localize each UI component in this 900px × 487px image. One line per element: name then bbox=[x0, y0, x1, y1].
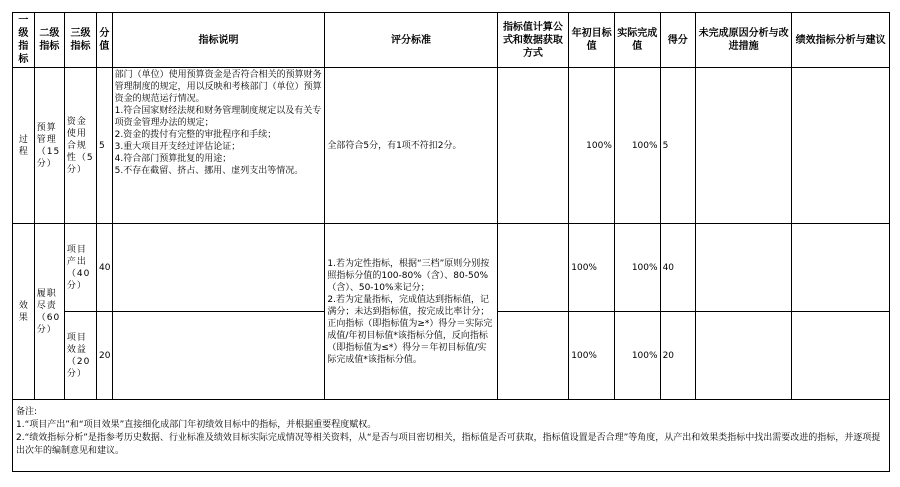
effect-benefit-score: 20 bbox=[660, 312, 695, 400]
process-level1: 过程 bbox=[13, 68, 35, 224]
process-description: 部门（单位）使用预算资金是否符合相关的预算财务管理制度的规定，用以反映和考核部门（单位）预算资金的规范运行情况。 1.符合国家财经法规和财务管理制度规定以及有关专项资金管理办法的规定； 2.资金的拨付有完整的审批程序和手续； 3.重大项目开支经过评估论证； 4.符合部门预算批复的用途； 5.不存在截留、挤占、挪用、虚列支出等情况。 bbox=[112, 68, 325, 224]
process-advice bbox=[792, 68, 890, 224]
effect-output-score: 40 bbox=[660, 224, 695, 312]
effect-criteria: 1.若为定性指标，根据“三档”原则分别按照指标分值的100-80%（含）、80-50%（含）、50-10%来记分； 2.若为定量指标，完成值达到指标值，记满分；未达到指标值，按完成比率计分；正向指标（即指标值为≥*）得分＝实际完成值/年初目标值*该指标分值，反向指标（即指标值为≤*）得分＝年初目标值/实际完成值*该指标分值。 bbox=[325, 224, 497, 400]
header-level2: 二级指标 bbox=[34, 13, 64, 68]
effect-benefit-formula bbox=[497, 312, 569, 400]
header-target: 年初目标值 bbox=[569, 13, 615, 68]
performance-table-wrapper bbox=[12, 12, 890, 472]
effect-output-target: 100% bbox=[569, 224, 615, 312]
process-level3: 资金使用合规性（5分） bbox=[64, 68, 96, 224]
process-actual: 100% bbox=[614, 68, 660, 224]
effect-benefit-target: 100% bbox=[569, 312, 615, 400]
process-target: 100% bbox=[569, 68, 615, 224]
notes-row bbox=[13, 400, 890, 472]
process-weight: 5 bbox=[97, 68, 113, 224]
process-criteria: 全部符合5分，有1项不符扣2分。 bbox=[325, 68, 497, 224]
effect-output-desc bbox=[112, 224, 325, 312]
process-score: 5 bbox=[660, 68, 695, 224]
effect-benefit-actual: 100% bbox=[614, 312, 660, 400]
header-score: 得分 bbox=[660, 13, 695, 68]
process-formula bbox=[497, 68, 569, 224]
process-level2: 预算管理（15分） bbox=[34, 68, 64, 224]
notes-cell bbox=[13, 400, 890, 472]
effect-level1: 效果 bbox=[13, 224, 35, 400]
effect-benefit-desc bbox=[112, 312, 325, 400]
effect-output-level3: 项目产出（40分） bbox=[64, 224, 96, 312]
header-level1: 一级指标 bbox=[13, 13, 35, 68]
notes-title: 备注: bbox=[16, 407, 38, 417]
header-row bbox=[13, 13, 890, 68]
effect-benefit-advice bbox=[792, 312, 890, 400]
header-criteria: 评分标准 bbox=[325, 13, 497, 68]
effect-benefit-reason bbox=[695, 312, 792, 400]
notes-line-1: 1.“项目产出”和“项目效果”直接细化成部门年初绩效目标中的指标，并根据重要程度赋权。 bbox=[16, 420, 377, 430]
effect-benefit-level3: 项目效益（20分） bbox=[64, 312, 96, 400]
process-row bbox=[13, 68, 890, 224]
header-level3: 三级指标 bbox=[64, 13, 96, 68]
header-desc: 指标说明 bbox=[112, 13, 325, 68]
header-formula: 指标值计算公式和数据获取方式 bbox=[497, 13, 569, 68]
effect-level2: 履职尽责（60分） bbox=[34, 224, 64, 400]
performance-evaluation-table bbox=[12, 12, 890, 472]
effect-benefit-weight: 20 bbox=[97, 312, 113, 400]
effect-output-weight: 40 bbox=[97, 224, 113, 312]
notes-line-2: 2.“绩效指标分析”是指参考历史数据、行业标准及绩效目标实际完成情况等相关资料，从“是否与项目密切相关，指标值是否可获取，指标值设置是否合理”等角度，从产出和效果类指标中找出需要改进的指标，并逐项提出次年的编制意见和建议。 bbox=[16, 433, 881, 456]
effect-output-reason bbox=[695, 224, 792, 312]
effect-output-advice bbox=[792, 224, 890, 312]
header-reason: 未完成原因分析与改进措施 bbox=[695, 13, 792, 68]
effect-row-output bbox=[13, 224, 890, 312]
effect-output-formula bbox=[497, 224, 569, 312]
effect-output-actual: 100% bbox=[614, 224, 660, 312]
process-reason bbox=[695, 68, 792, 224]
header-actual: 实际完成值 bbox=[614, 13, 660, 68]
header-advice: 绩效指标分析与建议 bbox=[792, 13, 890, 68]
header-weight: 分值 bbox=[97, 13, 113, 68]
